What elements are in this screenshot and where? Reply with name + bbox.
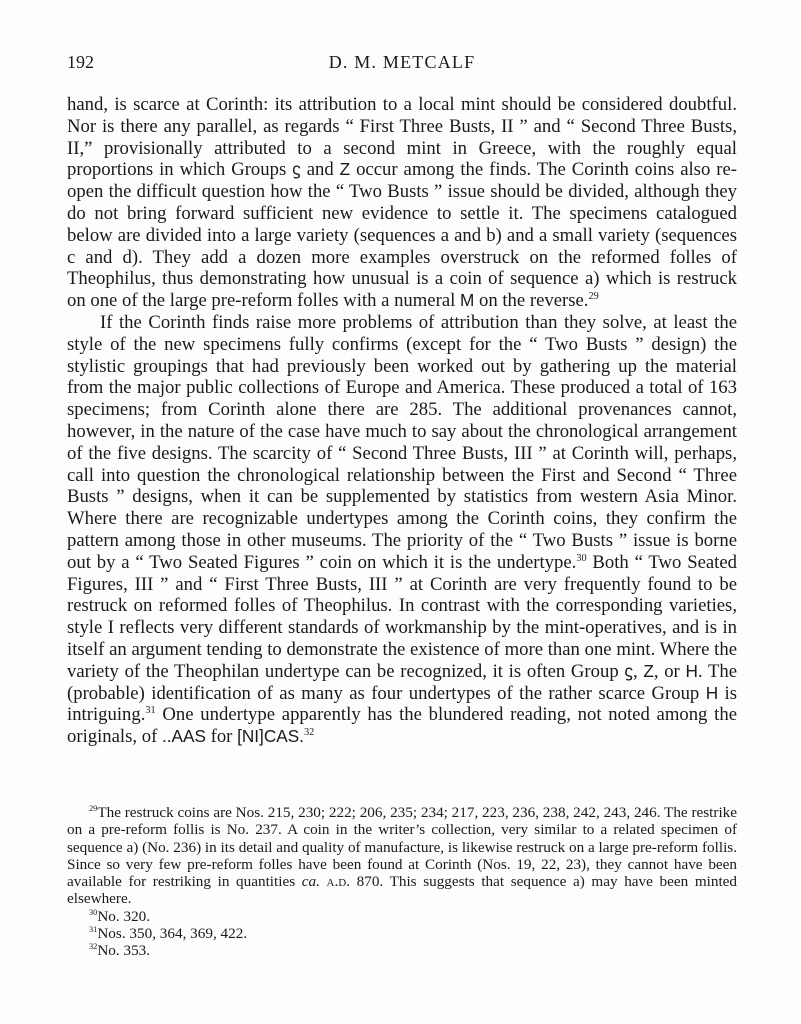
text-run: hand, is scarce at Corinth: its attribution to a local mint should be considered doubtful. Nor is there any parallel, as regards “ First Three Busts, II ” and “ Second Three Busts, II,” provisionally attributed to a second mint in Greece, with the roughly equal proportions in which Groups xyxy=(67,94,737,181)
text-run: for xyxy=(205,726,238,748)
group-symbol: H xyxy=(685,660,698,681)
footnote-number: 30 xyxy=(89,907,98,917)
footnote-text: Nos. 350, 364, 369, 422. xyxy=(97,925,248,943)
footnote-ref-32[interactable]: 32 xyxy=(303,726,315,738)
footnote-number: 31 xyxy=(89,925,98,935)
legend-reading: [NI]CAS. xyxy=(237,726,304,747)
footnote-31 xyxy=(67,925,737,942)
footnotes xyxy=(67,804,737,960)
footnote-text: 870. This suggests that sequence a) may have been minted elsewhere. xyxy=(67,873,737,908)
running-head: D. M. METCALF xyxy=(328,52,476,72)
footnote-30 xyxy=(67,908,737,925)
text-run: on the reverse. xyxy=(474,290,589,312)
numeral-symbol: M xyxy=(460,290,475,311)
group-symbol: H xyxy=(705,682,719,703)
footnote-text: No. 353. xyxy=(97,942,151,960)
footnote-text: The restruck coins are Nos. 215, 230; 222; 206, 235; 234; 217, 223, 236, 238, 242, 243, 246. The restrike on a pre-reform follis is No. 237. A coin in the writer’s collection, very similar to a related specimen of sequence a) (No. 236) in its detail and quality of manufacture, is likewise restruck on a large pre-reform follis. Since so very few pre-reform folles have been found at Corinth (Nos. 19, 22, 23), they cannot have been available for restriking in quantities xyxy=(67,804,737,891)
text-run: Both “ Two Seated Figures, III ” and “ First Three Busts, III ” at Corinth are very frequently found to be restruck on reformed folles of Theophilus. In contrast with the corresponding varieties, style I reflects very different standards of workmanship by the mint-operatives, and is in itself an argument tending to demonstrate the existence of more than one mint. Where the variety of the Theophilan undertype can be recognized, it is often Group xyxy=(67,551,738,682)
footnote-ref-30[interactable]: 30 xyxy=(576,552,587,564)
footnote-text: a.d. xyxy=(326,873,351,891)
group-symbol: Z xyxy=(339,159,351,180)
page-header xyxy=(67,52,737,78)
group-symbol: ϛ xyxy=(624,660,633,681)
group-symbol: ϛ xyxy=(292,159,301,180)
footnote-number: 32 xyxy=(89,942,98,952)
text-run: occur among the finds. The Corinth coins also re-open the difficult question how the “ Two Busts ” issue should be divided, although they do not bring forward sufficient new evidence to settle it. The specimens catalogued below are divided into a large variety (sequences a and b) and a small variety (sequences c and d). They add a dozen more examples overstruck on the reformed folles of Theophilus, thus demonstrating how unusual is a coin of sequence a) which is restruck on one of the large pre-reform folles with a numeral xyxy=(67,159,737,312)
text-run: , xyxy=(632,660,644,682)
page-number: 192 xyxy=(67,52,94,72)
footnote-text: ca. xyxy=(301,873,320,891)
text-run: , or xyxy=(653,660,686,682)
group-symbol: Z xyxy=(643,660,654,681)
footnote-ref-31[interactable]: 31 xyxy=(145,705,156,717)
text-run: One undertype apparently has the blundered reading, not noted among the originals, of xyxy=(67,704,737,748)
legend-reading: ..AAS xyxy=(161,726,206,747)
footnote-32 xyxy=(67,942,737,959)
footnote-ref-29[interactable]: 29 xyxy=(588,290,599,302)
text-run: and xyxy=(300,159,340,181)
footnote-number: 29 xyxy=(89,804,98,814)
text-run: If the Corinth finds raise more problems of attribution than they solve, at least the style of the new specimens fully confirms (except for the “ Two Busts ” design) the stylistic groupings that had previously been worked out by gathering up the material from the major public collections of Europe and America. These produced a total of 163 specimens; from Corinth alone there are 285. The additional provenances cannot, however, in the nature of the case have much to say about the chronological arrangement of the five designs. The scarcity of “ Second Three Busts, III ” at Corinth will, perhaps, call into question the chronological relationship between the First and Second “ Three Busts ” designs, when it can be supplemented by statistics from western Asia Minor. Where there are recognizable undertypes among the Corinth coins, they confirm the pattern among those in other museums. The priority of the “ Two Busts ” issue is borne out by a “ Two Seated Figures ” coin on which it is the undertype. xyxy=(67,311,737,573)
text-run: . The (probable) identification of as many as four undertypes of the rather scarce Group xyxy=(67,660,737,704)
paragraph-2 xyxy=(67,312,737,748)
main-text xyxy=(67,94,737,748)
footnote-29 xyxy=(67,804,737,908)
paragraph-1 xyxy=(67,94,737,312)
footnote-text: No. 320. xyxy=(97,907,151,925)
text-run: is intriguing. xyxy=(67,682,737,726)
